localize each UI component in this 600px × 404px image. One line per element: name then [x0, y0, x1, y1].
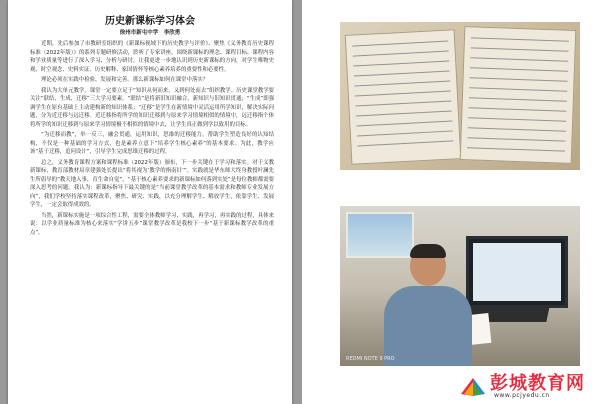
- paragraph: “为迁移而教”，举一反三，融会贯通，运用知识，思维的迁移能力，帮助学生塑造良好的认知结构，不仅是一种基础的学习方式，也是素养立意下“培养学生核心素养”的基本要求。为此，教学应该“基于迁移，追问设计”，引导学生完成思维迁移的过程。: [30, 132, 274, 155]
- paragraph: 当然，新课标实施是一项综合性工程，需要全体教师学习，实践，再学习，再实践的过程，具体来说：以学业质量标准为核心来落实“学讲五步”课堂教学改革是我校下一步“基于新课标教学改革的重点”。: [30, 212, 274, 236]
- camera-caption: REDMI NOTE 9 PRO: [346, 356, 395, 362]
- paragraph: 近期，先后参加了市教研室组织的《新课标视域下的历史教学与评价》、聚焦《义务教育历史课程标准（2022年版）》的系列专题研修活动，聆听了专家讲座，围绕新课标的理念、课程目标、课程内容和学业质量等进行了深入学习、分析与研讨，让我更进一步地认识到历史新课标的方向，对学生唯物史观、时空观念、史料实证、历史解释、家国情怀等核心素养培养的重要性和必要性。: [30, 41, 274, 73]
- document-title: 历史新课标学习体会: [105, 16, 195, 27]
- notebook-photo: [340, 22, 580, 170]
- document-byline: 徐州市新屯中学 李欣勇: [119, 30, 181, 36]
- logo-url: www.pcjyedu.cn: [494, 392, 550, 399]
- paragraph: 理论必须在实践中检验、发展和完善。那么新课标如何在课堂中落实？: [41, 77, 209, 83]
- paragraph: 总之，义务教育课程方案和课程标准（2022年版）颁布，下一步关键在于学习和落实。对于义教新课标，教育部教材局章建强处长提出“将其视为‘教学的指南针’”。实践就是华东师大终身教授叶澜先生所倡导的“教天地入事，育生命自觉”，“基于核心素养要求的新课标如何落到实处”是每位教师都需要深入思考的问题。我认为：新课标指导下最关键的是“当前课堂教学改革的基本需求和教师专业发展方向”，我们学校坚持落实课程改革，聚焦、研究、实践，以充分理解学生、解放学生，依靠学生、发展学生，一定会取得成效的。: [30, 159, 274, 208]
- logo-text: 彭城教育网: [490, 373, 585, 394]
- online-training-photo: [340, 206, 580, 366]
- site-logo[interactable]: [458, 368, 600, 404]
- document-body: [30, 40, 274, 239]
- rainbow-book-icon: [458, 370, 488, 400]
- document-page: [8, 0, 292, 404]
- monitor: [466, 236, 568, 308]
- teacher: [380, 246, 472, 366]
- paragraph: 我认为大单元教学，课堂一定要立足于“知识从何而来，又到何处而去”组织教学。历史课堂教学要关注“联结、生成、迁移”三大学习要素。“联结”是将新旧知识融合，新知识与旧知识贯通；“生成”即强调学生在原有基础上主动建构新的知识体系；“迁移”是学生在新情境中灵活运用所学知识，解决实际问题，分为近迁移与远迁移。近迁移指将所学的知识迁移到与原来学习情境相似的情境中，远迁移指个体将所学的知识迁移到与原来学习情境极不相似的情境中去，让学生真正做到学以致用的目标。: [30, 87, 274, 128]
